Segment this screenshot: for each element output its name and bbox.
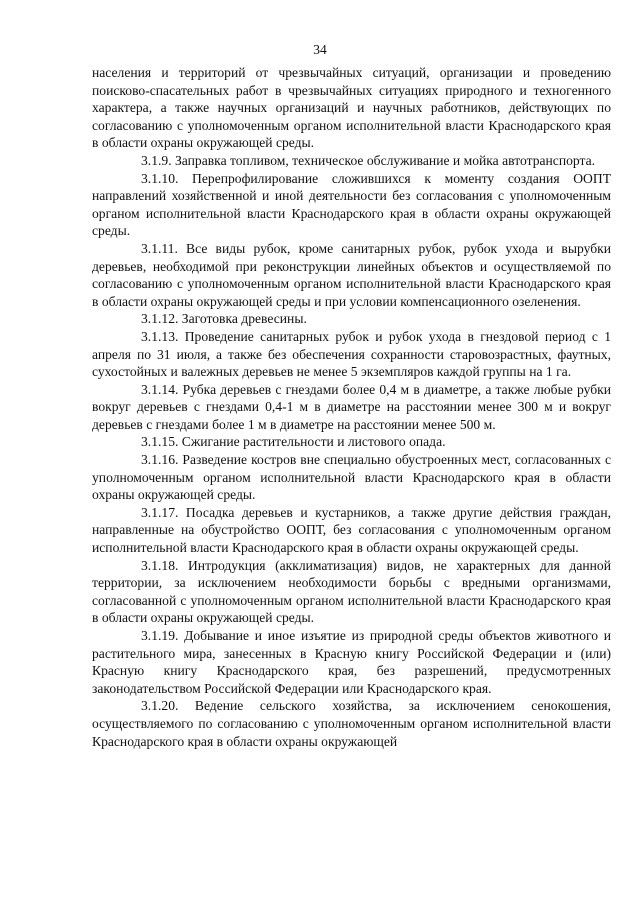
paragraph-3-1-14: 3.1.14. Рубка деревьев с гнездами более 0,4 м в диаметре, а также любые рубки вокруг деревьев с гнездами 0,4-1 м в диаметре на расстоянии менее 300 м и вокруг деревьев с гнездами более 1 м в диаметре на расстоянии менее 500 м. <box>92 381 611 432</box>
paragraph-3-1-11: 3.1.11. Все виды рубок, кроме санитарных рубок, рубок ухода и вырубки деревьев, необходимой при реконструкции линейных объектов и осуществляемой по согласованию с уполномоченным органом исполнительной власти Краснодарского края в области охраны окружающей среды и при условии компенсационного озеленения. <box>92 240 611 309</box>
document-body <box>92 64 611 750</box>
paragraph-3-1-18: 3.1.18. Интродукция (акклиматизация) видов, не характерных для данной территории, за исключением необходимости борьбы с вредными организмами, согласованной с уполномоченным органом исполнительной власти Краснодарского края в области охраны окружающей среды. <box>92 557 611 626</box>
page-number: 34 <box>313 42 327 57</box>
paragraph-3-1-12: 3.1.12. Заготовка древесины. <box>141 311 307 327</box>
paragraph-3-1-15: 3.1.15. Сжигание растительности и листового опада. <box>141 434 446 450</box>
paragraph-3-1-9: 3.1.9. Заправка топливом, техническое обслуживание и мойка автотранспорта. <box>141 152 596 168</box>
paragraph-3-1-10: 3.1.10. Перепрофилирование сложившихся к моменту создания ООПТ направлений хозяйственной и иной деятельности без согласования с уполномоченным органом исполнительной власти Краснодарского края в области охраны окружающей среды. <box>92 170 611 239</box>
paragraph-3-1-16: 3.1.16. Разведение костров вне специально обустроенных мест, согласованных с уполномоченным органом исполнительной власти Краснодарского края в области охраны окружающей среды. <box>92 452 611 503</box>
paragraph-3-1-17: 3.1.17. Посадка деревьев и кустарников, а также другие действия граждан, направленные на обустройство ООПТ, без согласования с уполномоченным органом исполнительной власти Краснодарского края в области охраны окружающей среды. <box>92 504 611 556</box>
paragraph-continuation: населения и территорий от чрезвычайных ситуаций, организации и проведению поисково-спасательных работ в чрезвычайных ситуациях природного и техногенного характера, а также научных организаций и научных работников, действующих по согласованию с уполномоченным органом исполнительной власти Краснодарского края в области охраны окружающей среды. <box>92 65 611 151</box>
paragraph-3-1-13: 3.1.13. Проведение санитарных рубок и рубок ухода в гнездовой период с 1 апреля по 31 июля, а также без обеспечения сохранности старовозрастных, фаутных, сухостойных и валежных деревьев не менее 5 экземпляров каждой группы на 1 га. <box>92 328 611 380</box>
paragraph-3-1-20: 3.1.20. Ведение сельского хозяйства, за исключением сенокошения, осуществляемого по согласованию с уполномоченным органом исполнительной власти Краснодарского края в области охраны окружающей <box>92 698 611 749</box>
paragraph-3-1-19: 3.1.19. Добывание и иное изъятие из природной среды объектов животного и растительного мира, занесенных в Красную книгу Российской Федерации и (или) Красную книгу Краснодарского края, без разрешений, предусмотренных законодательством Российской Федерации или Краснодарского края. <box>92 628 611 696</box>
